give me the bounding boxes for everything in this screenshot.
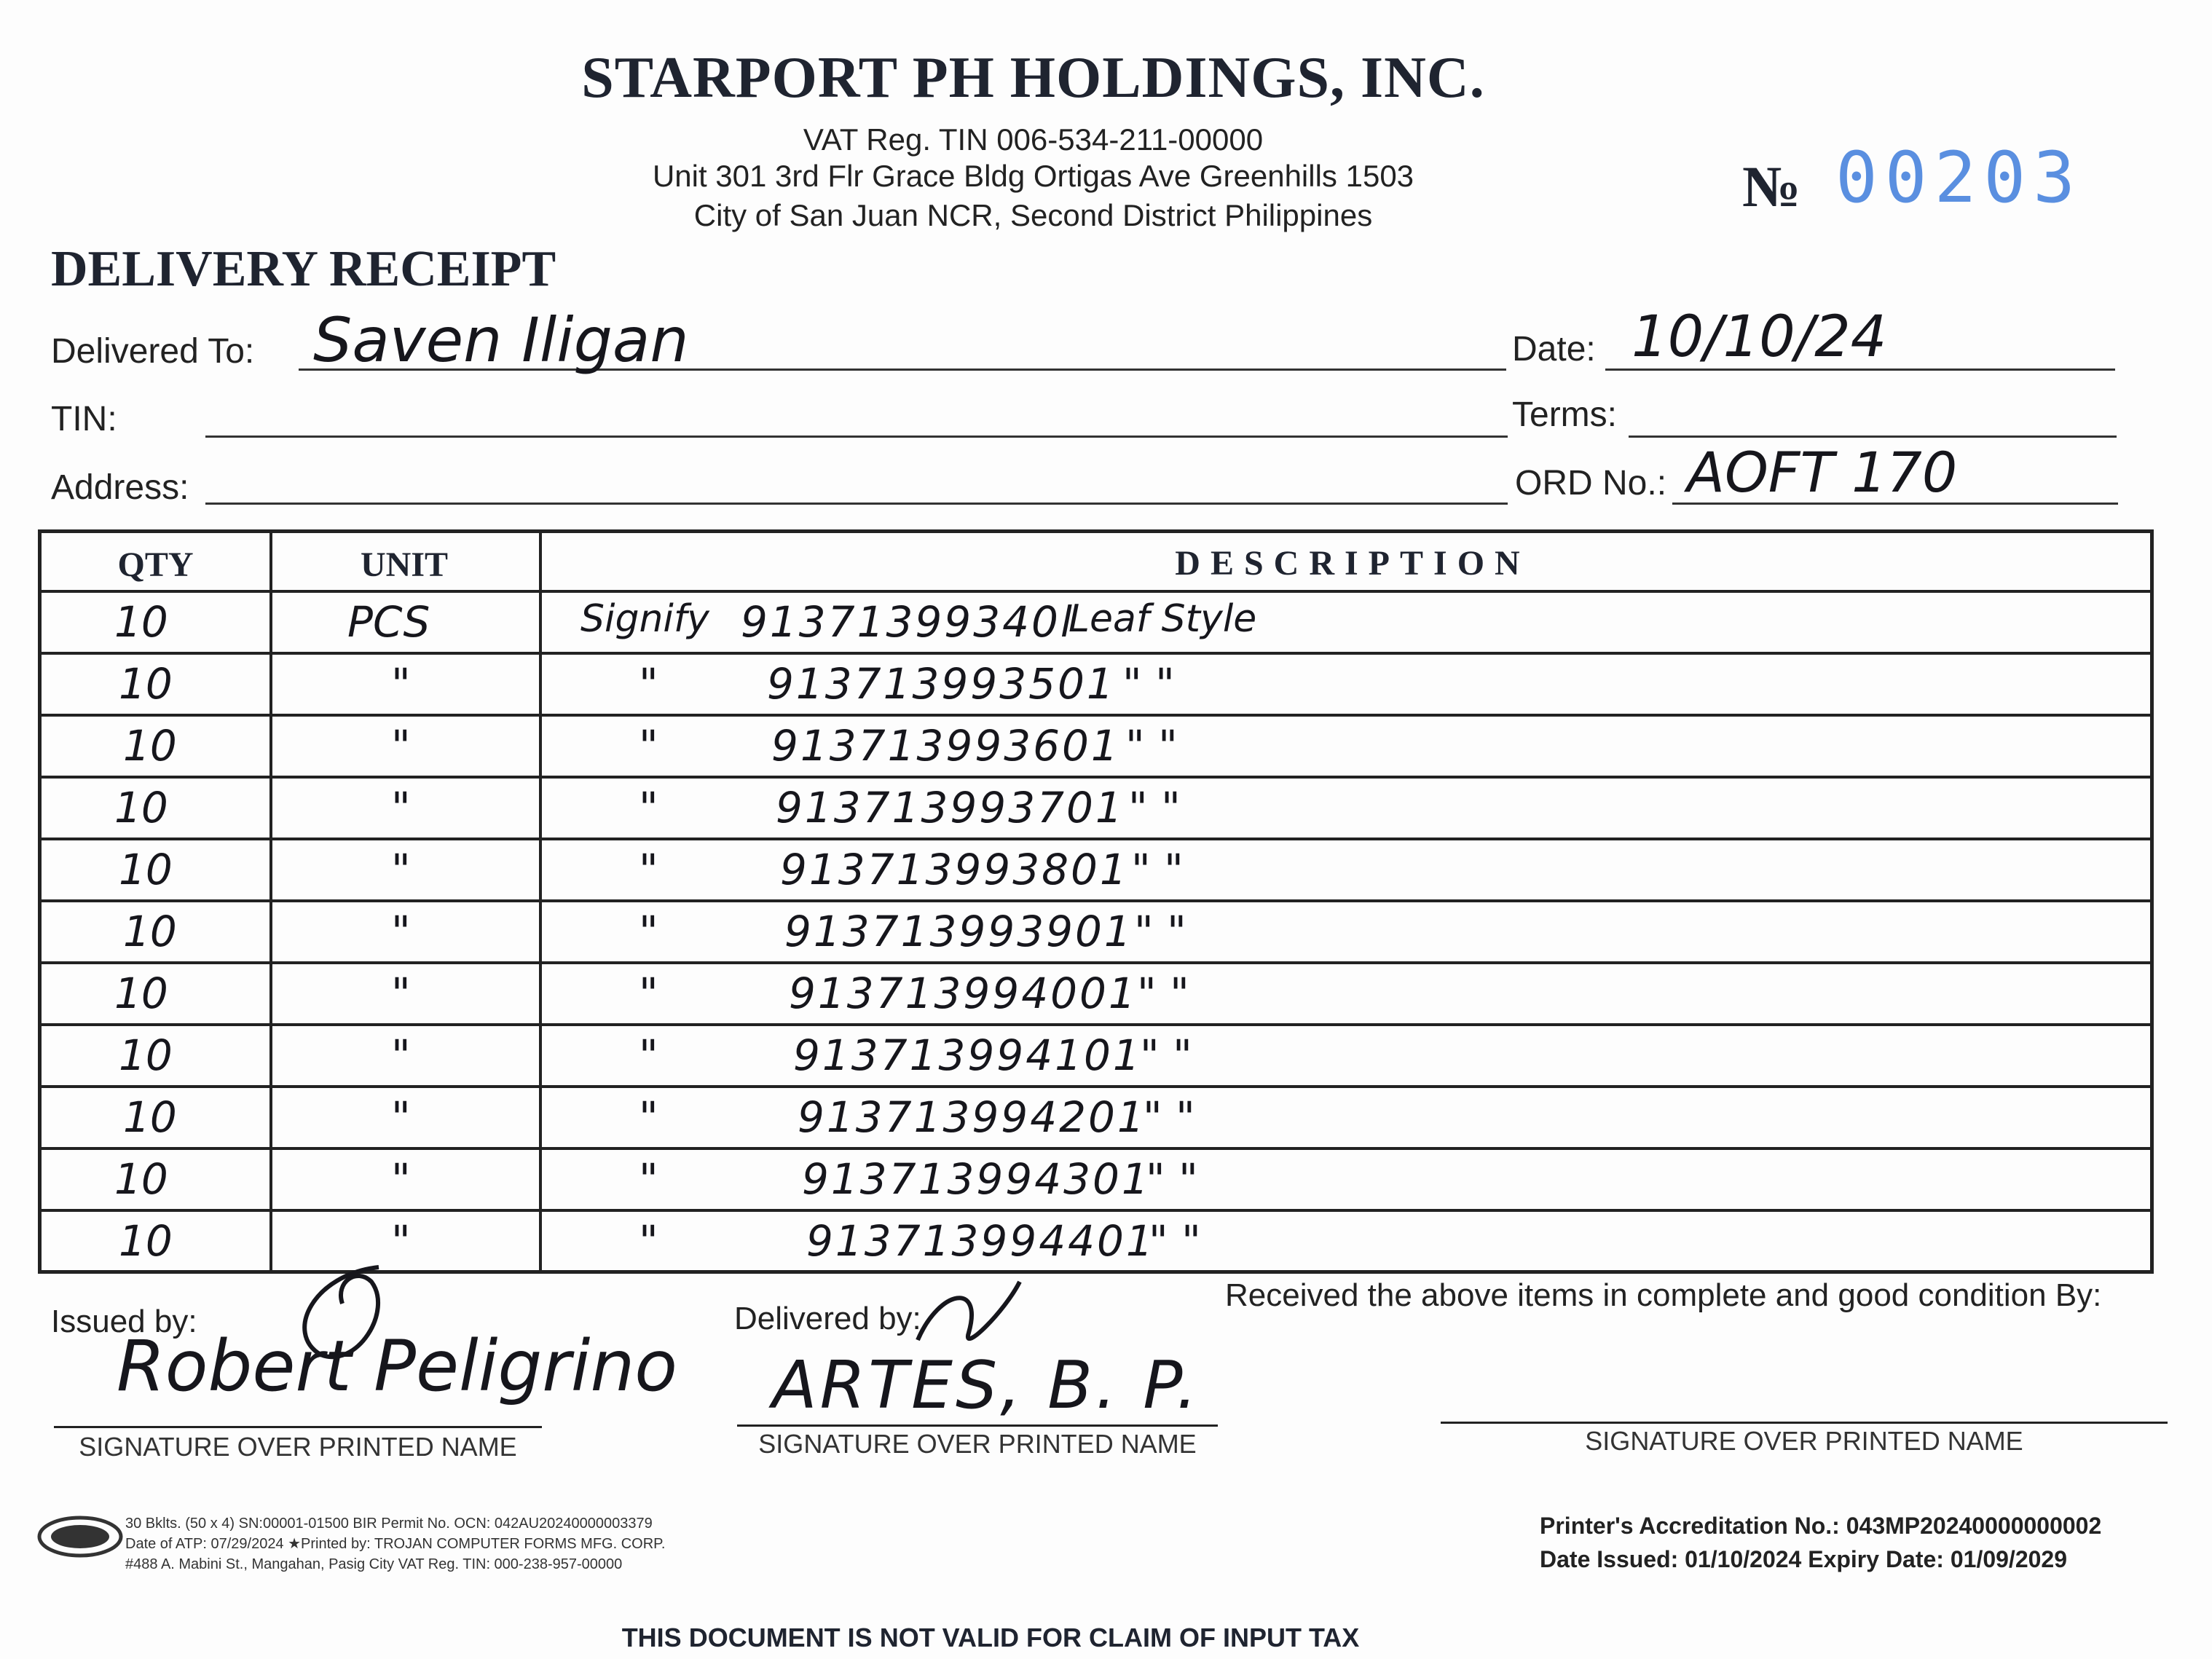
- table-row: [42, 655, 2150, 714]
- cell-unit[interactable]: ": [391, 721, 411, 771]
- printer-info-line2: Date of ATP: 07/29/2024 ★Printed by: TROJAN COMPUTER FORMS MFG. CORP.: [125, 1536, 666, 1552]
- ord-no-label: ORD No.:: [1515, 464, 1667, 503]
- cell-tail[interactable]: " ": [1131, 845, 1184, 894]
- table-row: [42, 1088, 2150, 1147]
- cell-code[interactable]: 913713993901: [784, 907, 1133, 956]
- cell-qty[interactable]: 10: [119, 1031, 173, 1080]
- date-issued-expiry: Date Issued: 01/10/2024 Expiry Date: 01/09/2029: [1540, 1546, 2067, 1572]
- cell-tail[interactable]: " ": [1146, 1154, 1198, 1204]
- receipt-number-label: №: [1742, 155, 1801, 219]
- address-underline[interactable]: [205, 503, 1508, 505]
- printer-logo-icon: [36, 1515, 124, 1558]
- cell-ditto[interactable]: ": [639, 907, 658, 956]
- printer-accreditation: Printer's Accreditation No.: 043MP20240000000002: [1540, 1513, 2102, 1539]
- cell-ditto[interactable]: ": [639, 783, 658, 832]
- issued-by-signature-flourish: [269, 1253, 415, 1369]
- table-row: [42, 902, 2150, 961]
- cell-unit[interactable]: ": [391, 1092, 411, 1142]
- table-row: [42, 717, 2150, 776]
- cell-ditto[interactable]: Signify: [580, 597, 709, 641]
- cell-ditto[interactable]: ": [639, 721, 658, 771]
- cell-unit[interactable]: ": [391, 969, 411, 1018]
- cell-unit[interactable]: ": [391, 783, 411, 832]
- date-label: Date:: [1512, 330, 1596, 369]
- tin-underline[interactable]: [205, 436, 1508, 438]
- cell-unit[interactable]: ": [391, 659, 411, 709]
- cell-ditto[interactable]: ": [639, 1092, 658, 1142]
- date-value[interactable]: 10/10/24: [1632, 304, 1887, 370]
- cell-code[interactable]: 913713994401: [806, 1216, 1155, 1266]
- cell-tail[interactable]: " ": [1143, 1092, 1195, 1142]
- company-name: STARPORT PH HOLDINGS, INC.: [581, 46, 1485, 110]
- table-row: [42, 964, 2150, 1023]
- issued-by-label: Issued by:: [51, 1304, 197, 1339]
- cell-tail[interactable]: " ": [1128, 783, 1181, 832]
- cell-ditto[interactable]: ": [639, 659, 658, 709]
- cell-qty[interactable]: 10: [114, 597, 168, 647]
- cell-unit[interactable]: ": [391, 1216, 411, 1266]
- delivered-by-sig-line: [737, 1424, 1218, 1427]
- cell-ditto[interactable]: ": [639, 1216, 658, 1266]
- received-by-label: Received the above items in complete and good condition By:: [1225, 1277, 2102, 1313]
- cell-code[interactable]: 913713994201: [798, 1092, 1146, 1142]
- cell-code[interactable]: 913713993601: [771, 721, 1120, 771]
- vat-reg-tin: VAT Reg. TIN 006-534-211-00000: [803, 122, 1264, 157]
- header-unit: UNIT: [360, 545, 449, 584]
- table-row: [42, 1150, 2150, 1209]
- company-address-line2: City of San Juan NCR, Second District Philippines: [693, 198, 1373, 232]
- cell-code[interactable]: 913713993701: [776, 783, 1125, 832]
- table-row: [42, 840, 2150, 899]
- input-tax-notice: THIS DOCUMENT IS NOT VALID FOR CLAIM OF INPUT TAX: [621, 1623, 1360, 1652]
- cell-qty[interactable]: 10: [119, 659, 173, 709]
- cell-tail[interactable]: " ": [1134, 907, 1186, 956]
- cell-ditto[interactable]: ": [639, 845, 658, 894]
- cell-code[interactable]: 91371399340l: [741, 597, 1075, 647]
- receipt-number-stamp: 00203: [1835, 137, 2082, 218]
- cell-unit[interactable]: ": [391, 1154, 411, 1204]
- cell-qty[interactable]: 10: [114, 1154, 168, 1204]
- cell-qty[interactable]: 10: [123, 1092, 177, 1142]
- header-qty: QTY: [117, 545, 194, 584]
- cell-code[interactable]: 913713994101: [793, 1031, 1142, 1080]
- table-row: [42, 593, 2150, 652]
- delivered-to-label: Delivered To:: [51, 332, 255, 371]
- cell-qty[interactable]: 10: [123, 721, 177, 771]
- cell-qty[interactable]: 10: [119, 845, 173, 894]
- cell-unit[interactable]: PCS: [347, 597, 430, 647]
- cell-tail[interactable]: " ": [1125, 721, 1178, 771]
- received-by-sig-line[interactable]: [1441, 1422, 2168, 1424]
- issued-by-sig-line: [54, 1426, 542, 1428]
- delivered-by-signature: ARTES, B. P.: [772, 1347, 1200, 1424]
- cell-qty[interactable]: 10: [114, 783, 168, 832]
- table-row: [42, 1026, 2150, 1085]
- cell-code[interactable]: 913713994301: [802, 1154, 1151, 1204]
- cell-tail[interactable]: " ": [1122, 659, 1175, 709]
- cell-code[interactable]: 913713993501: [767, 659, 1116, 709]
- cell-tail[interactable]: " ": [1149, 1216, 1201, 1266]
- document-title: DELIVERY RECEIPT: [51, 241, 556, 297]
- items-table: [38, 529, 2154, 1274]
- tin-label: TIN:: [51, 400, 117, 438]
- terms-label: Terms:: [1512, 395, 1617, 434]
- delivered-by-label: Delivered by:: [734, 1301, 921, 1336]
- issued-by-sig-caption: SIGNATURE OVER PRINTED NAME: [79, 1432, 517, 1462]
- cell-qty[interactable]: 10: [119, 1216, 173, 1266]
- cell-code[interactable]: 913713993801: [780, 845, 1129, 894]
- cell-tail[interactable]: " ": [1140, 1031, 1192, 1080]
- cell-ditto[interactable]: ": [639, 1154, 658, 1204]
- address-label: Address:: [51, 468, 189, 507]
- cell-ditto[interactable]: ": [639, 969, 658, 1018]
- cell-unit[interactable]: ": [391, 1031, 411, 1080]
- cell-tail[interactable]: Leaf Style: [1068, 597, 1257, 641]
- cell-unit[interactable]: ": [391, 907, 411, 956]
- table-row: [42, 779, 2150, 838]
- received-by-sig-caption: SIGNATURE OVER PRINTED NAME: [1585, 1426, 2023, 1456]
- terms-underline[interactable]: [1629, 436, 2117, 438]
- issued-by-signature: Robert Peligrino: [117, 1325, 678, 1407]
- cell-code[interactable]: 913713994001: [789, 969, 1138, 1018]
- cell-qty[interactable]: 10: [123, 907, 177, 956]
- cell-ditto[interactable]: ": [639, 1031, 658, 1080]
- delivered-by-sig-caption: SIGNATURE OVER PRINTED NAME: [758, 1429, 1197, 1459]
- cell-tail[interactable]: " ": [1137, 969, 1189, 1018]
- cell-qty[interactable]: 10: [114, 969, 168, 1018]
- printer-info-line1: 30 Bklts. (50 x 4) SN:00001-01500 BIR Permit No. OCN: 042AU20240000003379: [125, 1516, 653, 1532]
- delivered-to-value[interactable]: Saven Iligan: [313, 304, 689, 376]
- header-description: DESCRIPTION: [1175, 544, 1530, 583]
- company-address-line1: Unit 301 3rd Flr Grace Bldg Ortigas Ave Greenhills 1503: [652, 159, 1414, 193]
- cell-unit[interactable]: ": [391, 845, 411, 894]
- printer-info-line3: #488 A. Mabini St., Mangahan, Pasig City VAT Reg. TIN: 000-238-957-00000: [125, 1556, 623, 1572]
- delivered-by-signature-flourish: [903, 1267, 1034, 1362]
- ord-no-value[interactable]: AOFT 170: [1687, 440, 1958, 505]
